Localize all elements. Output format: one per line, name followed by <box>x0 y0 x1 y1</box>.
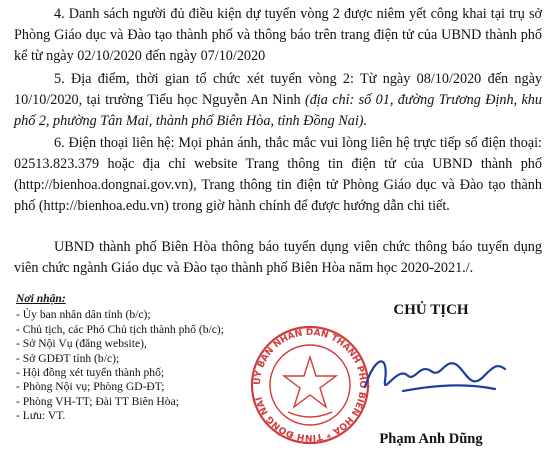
paragraph-5 <box>14 69 542 132</box>
paragraph-6: 6. Điện thoại liên hệ: Mọi phản ánh, thắc mắc vui lòng liên hệ trực tiếp số điện thoại: 02513.823.379 hoặc địa chỉ website Trang thông tin điện tử của UBND thành phố (http://bienhoa.dongnai.gov.vn), Trang thông tin điện tử Phòng Giáo dục và Đào tạo thành phố (http://bienhoa.edu.vn) trong giờ hành chính để được hướng dẫn chi tiết. <box>14 135 542 214</box>
recipients-list <box>16 308 266 423</box>
emblem-base-icon <box>288 412 332 417</box>
recipient-item: - Phòng VH-TT; Đài TT Biên Hòa; <box>16 394 179 408</box>
closing-paragraph: UBND thành phố Biên Hòa thông báo tuyển dụng viên chức thông báo tuyển dụng viên chức ngành Giáo dục và Đào tạo thành phố Biên Hòa năm học 2020-2021./. <box>14 239 542 276</box>
recipients-block <box>16 292 266 424</box>
recipient-item: - Sở GDĐT tỉnh (b/c); <box>16 351 120 365</box>
recipient-item: - Hội đồng xét tuyển thành phố; <box>16 366 165 380</box>
national-emblem-star-icon <box>284 357 336 407</box>
recipient-item: - Ủy ban nhân dân tỉnh (b/c); <box>16 308 151 322</box>
paragraph-5-text: 5. Địa điểm, thời gian tổ chức xét tuyển vòng 2: Từ ngày 08/10/2020 đến ngày 10/10/2020, tại trường Tiểu học Nguyễn An Ninh <box>14 71 542 108</box>
recipients-heading: Nơi nhận: <box>16 292 66 305</box>
paragraph-4: 4. Danh sách người đủ điều kiện dự tuyển vòng 2 được niêm yết công khai tại trụ sở Phòng Giáo dục và Đào tạo thành phố và thông báo trên trang điện tử của UBND thành phố kể từ ngày 02/10/2020 đến ngày 07/10/2020 <box>14 6 542 64</box>
handwritten-signature <box>345 345 515 405</box>
recipient-item: - Sở Nội Vụ (đăng website), <box>16 337 147 351</box>
paragraph-5-address: (địa chỉ: số 01, đường Trương Định, khu phố 2, phường Tân Mai, thành phố Biên Hòa, tỉnh Đồng Nai). <box>14 92 542 129</box>
recipient-item: - Chủ tịch, các Phó Chủ tịch thành phố (b/c); <box>16 322 225 336</box>
signer-title: CHỦ TỊCH <box>393 302 469 318</box>
seal-ring-text: ỦY BAN NHÂN DÂN THÀNH PHỐ BIÊN HÒA * TỈNH ĐỒNG NAI <box>252 327 368 443</box>
signer-name: Phạm Anh Dũng <box>379 431 483 447</box>
recipient-item: - Phòng Nội vụ; Phòng GD-ĐT; <box>16 380 165 394</box>
recipient-item: - Lưu: VT. <box>16 409 66 423</box>
